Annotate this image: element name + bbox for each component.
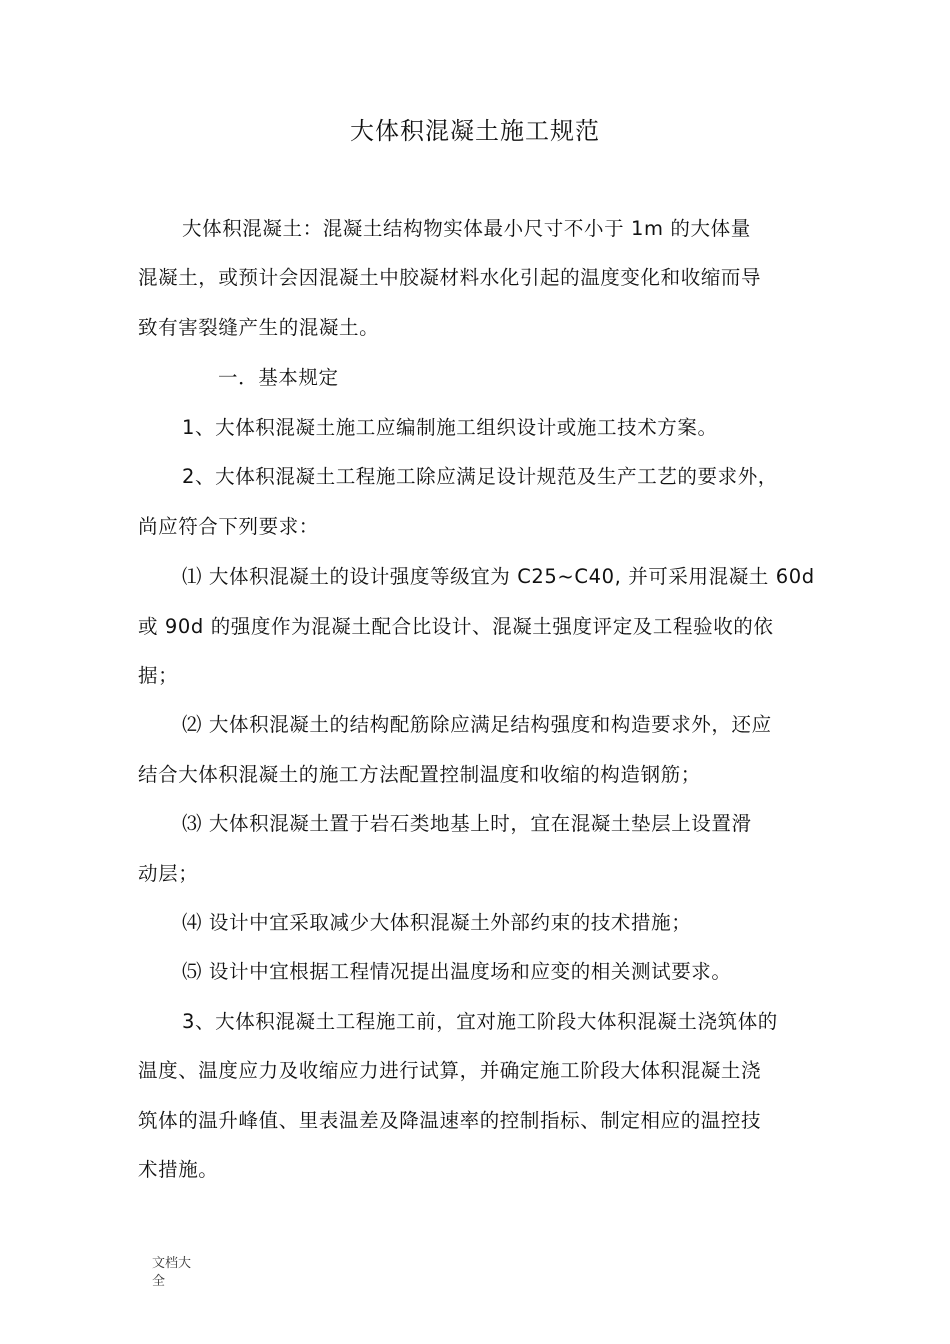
paragraph-line: 温度、温度应力及收缩应力进行试算，并确定施工阶段大体积混凝土浇	[138, 1059, 762, 1082]
paragraph-line: 动层；	[138, 862, 199, 885]
paragraph-line: 1、大体积混凝土施工应编制施工组织设计或施工技术方案。	[182, 416, 718, 439]
paragraph-line: ⑸ 设计中宜根据工程情况提出温度场和应变的相关测试要求。	[182, 960, 732, 983]
paragraph-line: 或 90d 的强度作为混凝土配合比设计、混凝土强度评定及工程验收的依	[138, 615, 774, 638]
paragraph-line: 3、大体积混凝土工程施工前，宜对施工阶段大体积混凝土浇筑体的	[182, 1010, 778, 1033]
paragraph-line: ⑶ 大体积混凝土置于岩石类地基上时，宜在混凝土垫层上设置滑	[182, 812, 752, 835]
paragraph-line: ⑵ 大体积混凝土的结构配筋除应满足结构强度和构造要求外，还应	[182, 713, 772, 736]
section-heading: 一．基本规定	[218, 366, 339, 389]
paragraph-line: 据；	[138, 664, 179, 687]
document-title: 大体积混凝土施工规范	[350, 117, 600, 145]
paragraph-line: ⑴ 大体积混凝土的设计强度等级宜为 C25~C40, 并可采用混凝土 60d	[182, 565, 815, 588]
paragraph-line: 混凝土，或预计会因混凝土中胶凝材料水化引起的温度变化和收缩而导	[138, 266, 762, 289]
paragraph-line: 结合大体积混凝土的施工方法配置控制温度和收缩的构造钢筋；	[138, 763, 701, 786]
paragraph-line: 筑体的温升峰值、里表温差及降温速率的控制指标、制定相应的温控技	[138, 1109, 762, 1132]
paragraph-line: 术措施。	[138, 1158, 219, 1181]
paragraph-line: 尚应符合下列要求：	[138, 515, 319, 538]
page-footer: 文档大全	[152, 1256, 192, 1289]
paragraph-line: 大体积混凝土：混凝土结构物实体最小尺寸不小于 1m 的大体量	[182, 217, 751, 240]
paragraph-line: 致有害裂缝产生的混凝土。	[138, 316, 380, 339]
paragraph-line: 2、大体积混凝土工程施工除应满足设计规范及生产工艺的要求外，	[182, 465, 778, 488]
paragraph-line: ⑷ 设计中宜采取减少大体积混凝土外部约束的技术措施；	[182, 911, 692, 934]
